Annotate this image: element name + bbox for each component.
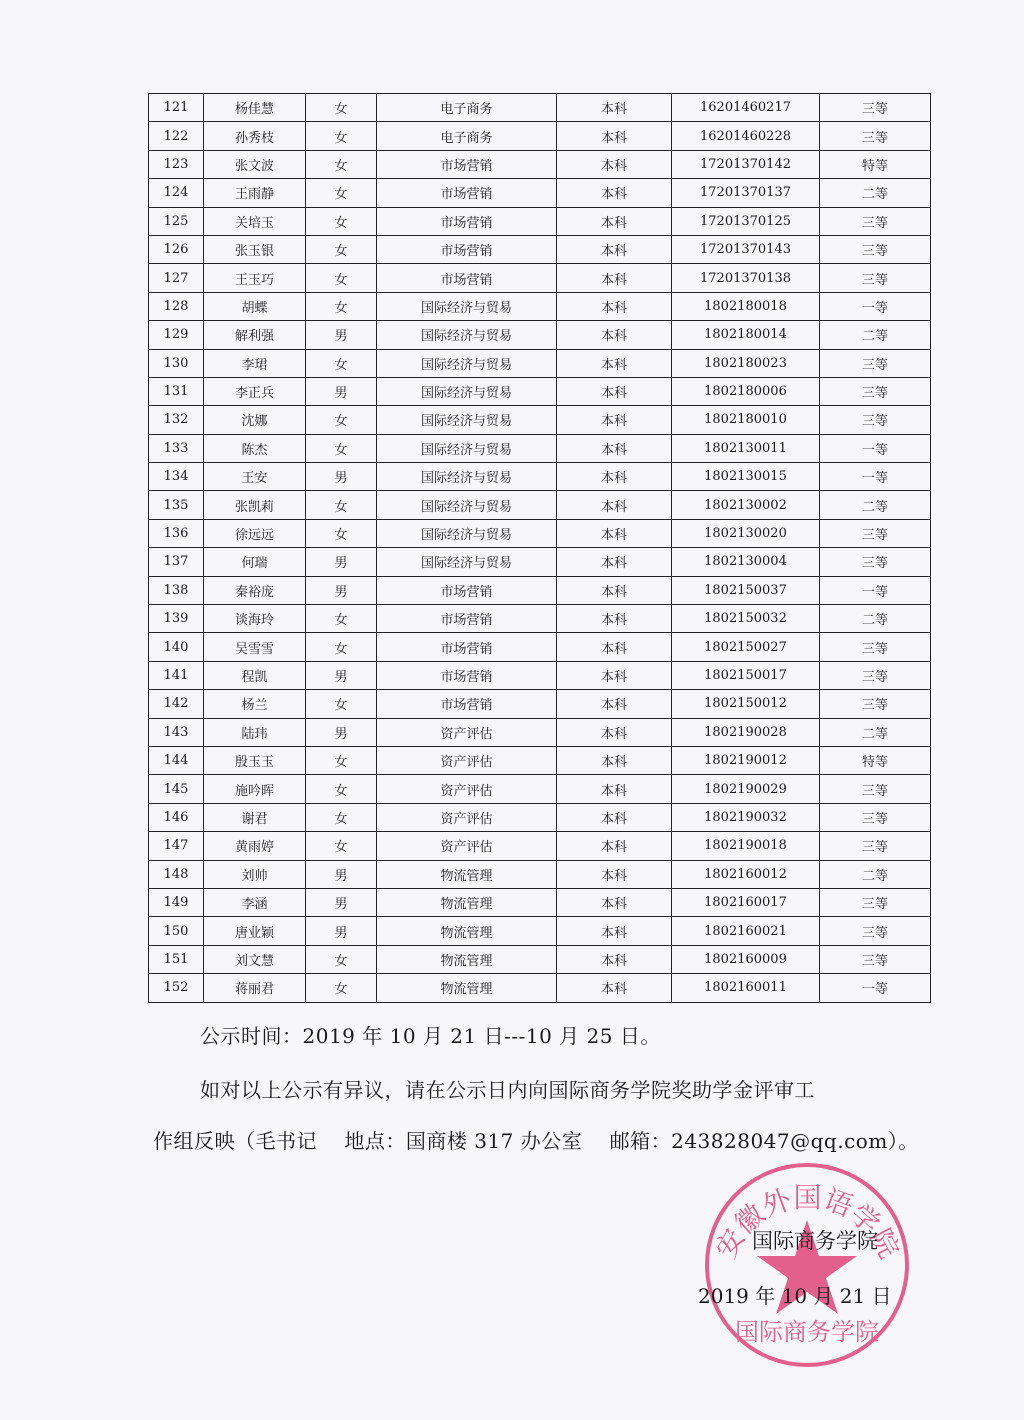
cell-prize: 三等 [820,548,931,576]
cell-name: 胡蝶 [204,292,306,320]
cell-major: 国际经济与贸易 [377,406,557,434]
cell-gender: 男 [306,377,377,405]
cell-gender: 男 [306,321,377,349]
cell-gender: 女 [306,605,377,633]
seal-outer-text: 安徽外国语学院 [709,1180,906,1264]
cell-name: 蒋丽君 [204,974,306,1002]
table-row [149,945,931,973]
cell-gender: 女 [306,746,377,774]
cell-level: 本科 [557,292,672,320]
cell-no: 127 [149,264,204,292]
cell-level: 本科 [557,548,672,576]
table-row [149,491,931,519]
table-row [149,633,931,661]
cell-student-id: 1802180023 [672,349,820,377]
table-row [149,974,931,1002]
cell-name: 施吟晖 [204,775,306,803]
cell-gender: 女 [306,633,377,661]
cell-prize: 二等 [820,321,931,349]
cell-level: 本科 [557,94,672,122]
cell-student-id: 1802130015 [672,463,820,491]
cell-major: 物流管理 [377,917,557,945]
table-row [149,888,931,916]
cell-no: 136 [149,519,204,547]
cell-gender: 女 [306,775,377,803]
cell-prize: 三等 [820,690,931,718]
cell-student-id: 17201370125 [672,207,820,235]
cell-no: 131 [149,377,204,405]
cell-no: 137 [149,548,204,576]
table-row [149,264,931,292]
cell-level: 本科 [557,264,672,292]
cell-major: 市场营销 [377,207,557,235]
cell-gender: 女 [306,264,377,292]
cell-name: 谈海玲 [204,605,306,633]
cell-gender: 女 [306,292,377,320]
cell-no: 124 [149,179,204,207]
cell-prize: 三等 [820,207,931,235]
cell-level: 本科 [557,718,672,746]
cell-gender: 女 [306,832,377,860]
cell-gender: 女 [306,235,377,263]
table-row [149,150,931,178]
cell-gender: 女 [306,434,377,462]
cell-prize: 一等 [820,292,931,320]
cell-gender: 女 [306,207,377,235]
table-row [149,179,931,207]
table-row [149,207,931,235]
table-body [149,94,931,1003]
cell-student-id: 16201460217 [672,94,820,122]
cell-gender: 男 [306,718,377,746]
cell-prize: 一等 [820,974,931,1002]
cell-no: 132 [149,406,204,434]
cell-major: 资产评估 [377,775,557,803]
cell-major: 物流管理 [377,860,557,888]
cell-name: 杨佳慧 [204,94,306,122]
table-row [149,321,931,349]
cell-major: 国际经济与贸易 [377,491,557,519]
table-row [149,605,931,633]
cell-no: 139 [149,605,204,633]
cell-name: 陈杰 [204,434,306,462]
cell-name: 陆玮 [204,718,306,746]
cell-student-id: 1802130020 [672,519,820,547]
cell-name: 沈娜 [204,406,306,434]
cell-prize: 三等 [820,406,931,434]
cell-major: 国际经济与贸易 [377,349,557,377]
cell-gender: 女 [306,406,377,434]
official-seal-stamp [700,1158,915,1373]
cell-level: 本科 [557,746,672,774]
cell-no: 121 [149,94,204,122]
cell-gender: 男 [306,917,377,945]
cell-student-id: 1802160011 [672,974,820,1002]
table-row [149,406,931,434]
cell-major: 国际经济与贸易 [377,519,557,547]
cell-student-id: 1802190018 [672,832,820,860]
cell-no: 148 [149,860,204,888]
cell-no: 149 [149,888,204,916]
cell-no: 147 [149,832,204,860]
cell-no: 151 [149,945,204,973]
cell-level: 本科 [557,888,672,916]
cell-level: 本科 [557,775,672,803]
table-row [149,349,931,377]
cell-prize: 三等 [820,775,931,803]
cell-prize: 二等 [820,491,931,519]
cell-gender: 男 [306,576,377,604]
cell-prize: 三等 [820,633,931,661]
cell-level: 本科 [557,349,672,377]
cell-no: 142 [149,690,204,718]
cell-major: 电子商务 [377,122,557,150]
cell-student-id: 1802130004 [672,548,820,576]
cell-name: 程凯 [204,661,306,689]
cell-no: 150 [149,917,204,945]
cell-gender: 男 [306,860,377,888]
notice-objection-line2: 作组反映（毛书记 地点：国商楼 317 办公室 邮箱：243828047@qq.com）。 [153,1129,919,1153]
cell-prize: 三等 [820,888,931,916]
table-row [149,548,931,576]
notice-objection-line1: 如对以上公示有异议，请在公示日内向国际商务学院奖助学金评审工 [200,1078,815,1102]
cell-level: 本科 [557,832,672,860]
cell-gender: 女 [306,803,377,831]
cell-major: 国际经济与贸易 [377,292,557,320]
cell-name: 谢君 [204,803,306,831]
signature-school: 国际商务学院 [752,1229,878,1253]
cell-prize: 三等 [820,264,931,292]
table-row [149,434,931,462]
cell-student-id: 1802150027 [672,633,820,661]
cell-name: 刘帅 [204,860,306,888]
table-row [149,377,931,405]
cell-gender: 女 [306,179,377,207]
cell-no: 130 [149,349,204,377]
cell-gender: 女 [306,122,377,150]
cell-name: 张凯莉 [204,491,306,519]
cell-level: 本科 [557,377,672,405]
cell-level: 本科 [557,321,672,349]
cell-name: 王玉巧 [204,264,306,292]
cell-student-id: 17201370142 [672,150,820,178]
cell-major: 市场营销 [377,179,557,207]
cell-student-id: 1802160017 [672,888,820,916]
cell-gender: 女 [306,945,377,973]
cell-no: 145 [149,775,204,803]
cell-no: 152 [149,974,204,1002]
cell-major: 国际经济与贸易 [377,548,557,576]
cell-level: 本科 [557,179,672,207]
cell-major: 市场营销 [377,150,557,178]
cell-level: 本科 [557,690,672,718]
table-row [149,576,931,604]
cell-major: 物流管理 [377,974,557,1002]
cell-name: 刘文慧 [204,945,306,973]
cell-prize: 三等 [820,349,931,377]
cell-prize: 一等 [820,434,931,462]
cell-gender: 女 [306,349,377,377]
cell-prize: 特等 [820,150,931,178]
cell-gender: 女 [306,94,377,122]
cell-no: 140 [149,633,204,661]
cell-no: 143 [149,718,204,746]
table-row [149,122,931,150]
cell-name: 李正兵 [204,377,306,405]
cell-level: 本科 [557,974,672,1002]
cell-major: 资产评估 [377,803,557,831]
cell-name: 王安 [204,463,306,491]
cell-prize: 三等 [820,377,931,405]
cell-student-id: 1802190032 [672,803,820,831]
cell-prize: 三等 [820,832,931,860]
cell-student-id: 1802190012 [672,746,820,774]
cell-gender: 女 [306,150,377,178]
cell-level: 本科 [557,661,672,689]
cell-name: 关培玉 [204,207,306,235]
cell-student-id: 17201370143 [672,235,820,263]
cell-prize: 一等 [820,463,931,491]
table-row [149,746,931,774]
cell-no: 134 [149,463,204,491]
cell-prize: 三等 [820,661,931,689]
cell-name: 唐业颖 [204,917,306,945]
cell-level: 本科 [557,605,672,633]
cell-level: 本科 [557,434,672,462]
signature-date: 2019 年 10 月 21 日 [698,1284,892,1308]
notice-period: 公示时间：2019 年 10 月 21 日---10 月 25 日。 [200,1024,661,1048]
cell-no: 123 [149,150,204,178]
cell-student-id: 1802180014 [672,321,820,349]
table-row [149,661,931,689]
cell-major: 国际经济与贸易 [377,434,557,462]
cell-major: 资产评估 [377,746,557,774]
cell-prize: 三等 [820,945,931,973]
cell-student-id: 1802190029 [672,775,820,803]
cell-level: 本科 [557,576,672,604]
cell-level: 本科 [557,633,672,661]
cell-level: 本科 [557,235,672,263]
cell-no: 125 [149,207,204,235]
cell-major: 市场营销 [377,605,557,633]
cell-gender: 男 [306,548,377,576]
cell-prize: 二等 [820,718,931,746]
cell-prize: 三等 [820,94,931,122]
cell-name: 王雨静 [204,179,306,207]
cell-no: 126 [149,235,204,263]
cell-student-id: 1802160021 [672,917,820,945]
cell-gender: 女 [306,974,377,1002]
cell-major: 物流管理 [377,945,557,973]
cell-student-id: 1802180010 [672,406,820,434]
cell-name: 吴雪雪 [204,633,306,661]
cell-major: 物流管理 [377,888,557,916]
cell-gender: 女 [306,690,377,718]
cell-level: 本科 [557,860,672,888]
cell-major: 国际经济与贸易 [377,321,557,349]
cell-student-id: 1802160009 [672,945,820,973]
cell-student-id: 1802180006 [672,377,820,405]
table-row [149,94,931,122]
cell-major: 资产评估 [377,832,557,860]
cell-major: 资产评估 [377,718,557,746]
cell-no: 133 [149,434,204,462]
cell-gender: 女 [306,519,377,547]
cell-student-id: 1802130011 [672,434,820,462]
cell-level: 本科 [557,945,672,973]
cell-name: 秦裕庞 [204,576,306,604]
cell-student-id: 1802190028 [672,718,820,746]
cell-name: 殷玉玉 [204,746,306,774]
cell-level: 本科 [557,122,672,150]
cell-no: 146 [149,803,204,831]
cell-gender: 男 [306,463,377,491]
cell-student-id: 1802150032 [672,605,820,633]
cell-major: 国际经济与贸易 [377,463,557,491]
cell-prize: 三等 [820,235,931,263]
cell-prize: 特等 [820,746,931,774]
cell-major: 市场营销 [377,690,557,718]
cell-level: 本科 [557,803,672,831]
scholarship-table [148,93,931,1003]
cell-level: 本科 [557,491,672,519]
cell-student-id: 1802160012 [672,860,820,888]
cell-major: 市场营销 [377,264,557,292]
table-row [149,519,931,547]
cell-student-id: 1802150012 [672,690,820,718]
cell-student-id: 17201370138 [672,264,820,292]
cell-no: 135 [149,491,204,519]
cell-name: 李珺 [204,349,306,377]
cell-prize: 二等 [820,605,931,633]
cell-student-id: 16201460228 [672,122,820,150]
cell-major: 市场营销 [377,661,557,689]
cell-name: 解利强 [204,321,306,349]
table-row [149,235,931,263]
cell-prize: 二等 [820,179,931,207]
cell-gender: 男 [306,888,377,916]
cell-level: 本科 [557,917,672,945]
cell-major: 电子商务 [377,94,557,122]
seal-inner-text: 国际商务学院 [735,1318,879,1346]
cell-level: 本科 [557,150,672,178]
cell-no: 141 [149,661,204,689]
cell-name: 何瑞 [204,548,306,576]
cell-major: 市场营销 [377,235,557,263]
cell-name: 张玉银 [204,235,306,263]
cell-no: 138 [149,576,204,604]
table-row [149,832,931,860]
cell-name: 张文波 [204,150,306,178]
cell-no: 128 [149,292,204,320]
cell-student-id: 1802180018 [672,292,820,320]
cell-level: 本科 [557,519,672,547]
table-row [149,718,931,746]
cell-prize: 三等 [820,122,931,150]
cell-major: 市场营销 [377,633,557,661]
table-row [149,690,931,718]
cell-prize: 三等 [820,803,931,831]
table-row [149,803,931,831]
cell-student-id: 17201370137 [672,179,820,207]
table-row [149,463,931,491]
cell-major: 国际经济与贸易 [377,377,557,405]
cell-gender: 女 [306,491,377,519]
cell-student-id: 1802150017 [672,661,820,689]
cell-no: 122 [149,122,204,150]
cell-level: 本科 [557,463,672,491]
cell-name: 孙秀枝 [204,122,306,150]
cell-name: 黄雨婷 [204,832,306,860]
cell-no: 144 [149,746,204,774]
cell-name: 徐远远 [204,519,306,547]
cell-prize: 三等 [820,519,931,547]
cell-student-id: 1802150037 [672,576,820,604]
cell-prize: 二等 [820,860,931,888]
cell-no: 129 [149,321,204,349]
table-row [149,917,931,945]
cell-major: 市场营销 [377,576,557,604]
cell-level: 本科 [557,406,672,434]
cell-gender: 男 [306,661,377,689]
cell-student-id: 1802130002 [672,491,820,519]
table-row [149,292,931,320]
cell-name: 杨兰 [204,690,306,718]
cell-prize: 三等 [820,917,931,945]
table-row [149,860,931,888]
cell-name: 李涵 [204,888,306,916]
cell-level: 本科 [557,207,672,235]
table-row [149,775,931,803]
cell-prize: 一等 [820,576,931,604]
